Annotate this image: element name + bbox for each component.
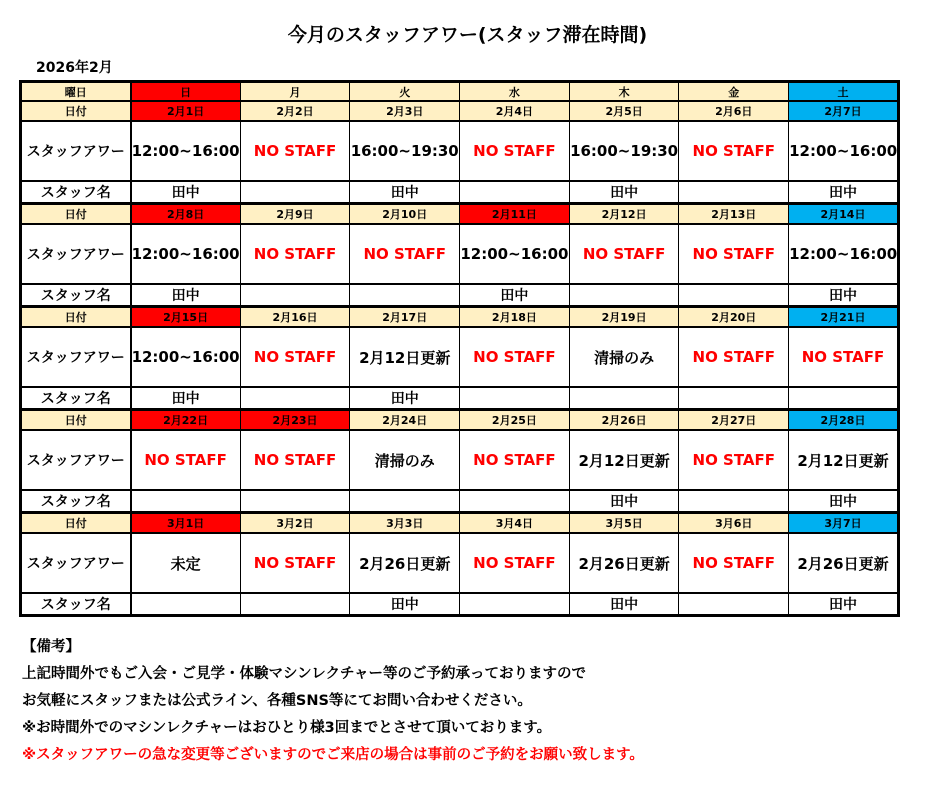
date-cell: 2月18日 — [460, 307, 570, 328]
date-cell: 2月25日 — [460, 410, 570, 431]
staff-name-cell: 田中 — [789, 181, 899, 204]
staff-hours-cell: 12:00~16:00 — [131, 121, 241, 181]
staff-hours-cell: 12:00~16:00 — [131, 224, 241, 284]
date-row-label: 日付 — [21, 307, 131, 328]
staff-hours-cell: 清掃のみ — [569, 327, 679, 387]
date-cell: 2月7日 — [789, 101, 899, 121]
staff-hours-cell: 2月26日更新 — [569, 533, 679, 593]
staff-name-cell — [679, 593, 789, 616]
date-cell: 2月15日 — [131, 307, 241, 328]
staff-name-row — [21, 284, 899, 307]
notes-line-2: お気軽にスタッフまたは公式ライン、各種SNS等にてお問い合わせください。 — [22, 693, 532, 709]
staff-name-cell: 田中 — [460, 284, 570, 307]
staff-name-cell: 田中 — [569, 593, 679, 616]
staff-hours-cell: 2月26日更新 — [789, 533, 899, 593]
staff-name-cell: 田中 — [789, 593, 899, 616]
date-row — [21, 307, 899, 328]
staff-name-cell: 田中 — [789, 490, 899, 513]
staff-name-cell — [460, 490, 570, 513]
staff-name-cell: 田中 — [569, 181, 679, 204]
date-cell: 2月8日 — [131, 204, 241, 225]
date-cell: 2月17日 — [350, 307, 460, 328]
staff-name-cell — [679, 490, 789, 513]
staff-name-cell — [240, 387, 350, 410]
staff-hours-label: スタッフアワー — [21, 327, 131, 387]
staff-name-cell — [569, 387, 679, 410]
staff-name-cell — [569, 284, 679, 307]
staff-name-cell — [350, 284, 460, 307]
date-cell: 2月28日 — [789, 410, 899, 431]
staff-hours-cell: 2月12日更新 — [350, 327, 460, 387]
staff-hours-cell: NO STAFF — [240, 327, 350, 387]
staff-name-label: スタッフ名 — [21, 284, 131, 307]
staff-hours-cell: NO STAFF — [131, 430, 241, 490]
staff-name-label: スタッフ名 — [21, 490, 131, 513]
staff-name-cell — [240, 593, 350, 616]
date-cell: 2月21日 — [789, 307, 899, 328]
date-cell: 2月3日 — [350, 101, 460, 121]
staff-hours-cell: NO STAFF — [569, 224, 679, 284]
date-cell: 3月4日 — [460, 513, 570, 534]
staff-hours-row — [21, 224, 899, 284]
staff-name-cell — [460, 181, 570, 204]
staff-name-cell: 田中 — [350, 387, 460, 410]
staff-hours-cell: NO STAFF — [240, 224, 350, 284]
staff-name-cell: 田中 — [131, 387, 241, 410]
date-cell: 2月26日 — [569, 410, 679, 431]
weekday-mon: 月 — [240, 82, 350, 102]
date-cell: 2月20日 — [679, 307, 789, 328]
staff-hours-row — [21, 327, 899, 387]
staff-hours-cell: 2月12日更新 — [569, 430, 679, 490]
staff-name-row — [21, 490, 899, 513]
date-cell: 2月13日 — [679, 204, 789, 225]
staff-name-cell: 田中 — [350, 593, 460, 616]
date-cell: 2月27日 — [679, 410, 789, 431]
date-row-label: 日付 — [21, 101, 131, 121]
staff-hours-cell: NO STAFF — [679, 533, 789, 593]
date-row-label: 日付 — [21, 204, 131, 225]
date-row — [21, 513, 899, 534]
notes-section — [22, 634, 644, 769]
staff-hours-row — [21, 533, 899, 593]
staff-name-cell: 田中 — [131, 284, 241, 307]
date-cell: 2月23日 — [240, 410, 350, 431]
date-row — [21, 204, 899, 225]
staff-hours-cell: NO STAFF — [460, 121, 570, 181]
date-row-label: 日付 — [21, 513, 131, 534]
staff-hours-cell: NO STAFF — [679, 327, 789, 387]
date-cell: 2月1日 — [131, 101, 241, 121]
staff-name-cell — [240, 284, 350, 307]
date-cell: 3月1日 — [131, 513, 241, 534]
staff-name-cell — [240, 181, 350, 204]
date-cell: 2月5日 — [569, 101, 679, 121]
staff-hours-cell: 2月12日更新 — [789, 430, 899, 490]
staff-hours-cell: NO STAFF — [240, 430, 350, 490]
date-cell: 3月7日 — [789, 513, 899, 534]
staff-hours-cell: 2月26日更新 — [350, 533, 460, 593]
date-cell: 2月4日 — [460, 101, 570, 121]
date-cell: 2月16日 — [240, 307, 350, 328]
notes-warning: ※スタッフアワーの急な変更等ございますのでご来店の場合は事前のご予約をお願い致します。 — [22, 747, 644, 763]
staff-hours-cell: NO STAFF — [460, 327, 570, 387]
date-row-label: 日付 — [21, 410, 131, 431]
date-cell: 2月11日 — [460, 204, 570, 225]
staff-hours-cell: NO STAFF — [789, 327, 899, 387]
date-cell: 2月2日 — [240, 101, 350, 121]
weekday-header-label: 曜日 — [21, 82, 131, 102]
staff-hours-cell: NO STAFF — [679, 430, 789, 490]
staff-name-cell: 田中 — [350, 181, 460, 204]
date-cell: 3月3日 — [350, 513, 460, 534]
staff-hours-cell: 16:00~19:30 — [569, 121, 679, 181]
staff-name-cell — [131, 490, 241, 513]
date-cell: 2月12日 — [569, 204, 679, 225]
weekday-header-row — [21, 82, 899, 102]
staff-name-label: スタッフ名 — [21, 181, 131, 204]
staff-name-row — [21, 387, 899, 410]
staff-hours-label: スタッフアワー — [21, 224, 131, 284]
month-label: 2026年2月 — [36, 60, 113, 76]
date-cell: 3月2日 — [240, 513, 350, 534]
notes-line-3: ※お時間外でのマシンレクチャーはおひとり様3回までとさせて頂いております。 — [22, 720, 552, 736]
staff-name-cell: 田中 — [131, 181, 241, 204]
staff-hours-label: スタッフアワー — [21, 430, 131, 490]
staff-hours-row — [21, 121, 899, 181]
weekday-tue: 火 — [350, 82, 460, 102]
staff-name-row — [21, 593, 899, 616]
weekday-wed: 水 — [460, 82, 570, 102]
staff-hours-cell: NO STAFF — [679, 121, 789, 181]
staff-hours-cell: 12:00~16:00 — [789, 121, 899, 181]
staff-hours-label: スタッフアワー — [21, 533, 131, 593]
staff-name-cell — [679, 181, 789, 204]
staff-hours-cell: 12:00~16:00 — [131, 327, 241, 387]
staff-name-cell — [460, 593, 570, 616]
weekday-thu: 木 — [569, 82, 679, 102]
date-row — [21, 101, 899, 121]
date-cell: 2月6日 — [679, 101, 789, 121]
notes-heading: 【備考】 — [22, 639, 80, 655]
staff-hours-cell: NO STAFF — [240, 121, 350, 181]
staff-name-cell — [679, 284, 789, 307]
staff-name-cell: 田中 — [569, 490, 679, 513]
staff-name-cell — [789, 387, 899, 410]
weekday-sun: 日 — [131, 82, 241, 102]
date-cell: 2月10日 — [350, 204, 460, 225]
staff-name-cell — [240, 490, 350, 513]
staff-hours-cell: NO STAFF — [679, 224, 789, 284]
date-row — [21, 410, 899, 431]
staff-hours-cell: 12:00~16:00 — [789, 224, 899, 284]
date-cell: 3月6日 — [679, 513, 789, 534]
date-cell: 2月22日 — [131, 410, 241, 431]
staff-hours-cell: NO STAFF — [460, 533, 570, 593]
staff-name-cell — [350, 490, 460, 513]
page-title: 今月のスタッフアワー(スタッフ滞在時間) — [287, 24, 648, 46]
staff-name-cell — [460, 387, 570, 410]
staff-name-cell — [131, 593, 241, 616]
staff-hours-row — [21, 430, 899, 490]
date-cell: 3月5日 — [569, 513, 679, 534]
date-cell: 2月9日 — [240, 204, 350, 225]
date-cell: 2月14日 — [789, 204, 899, 225]
staff-hours-cell: NO STAFF — [350, 224, 460, 284]
staff-hours-cell: 清掃のみ — [350, 430, 460, 490]
staff-hours-label: スタッフアワー — [21, 121, 131, 181]
notes-line-1: 上記時間外でもご入会・ご見学・体験マシンレクチャー等のご予約承っておりますので — [22, 666, 587, 682]
staff-hours-calendar — [19, 80, 900, 617]
date-cell: 2月24日 — [350, 410, 460, 431]
weekday-sat: 土 — [789, 82, 899, 102]
staff-name-label: スタッフ名 — [21, 593, 131, 616]
staff-hours-cell: NO STAFF — [460, 430, 570, 490]
staff-hours-cell: NO STAFF — [240, 533, 350, 593]
staff-name-cell: 田中 — [789, 284, 899, 307]
date-cell: 2月19日 — [569, 307, 679, 328]
staff-name-row — [21, 181, 899, 204]
staff-name-label: スタッフ名 — [21, 387, 131, 410]
staff-hours-cell: 16:00~19:30 — [350, 121, 460, 181]
staff-hours-cell: 12:00~16:00 — [460, 224, 570, 284]
staff-hours-cell: 未定 — [131, 533, 241, 593]
weekday-fri: 金 — [679, 82, 789, 102]
staff-name-cell — [679, 387, 789, 410]
